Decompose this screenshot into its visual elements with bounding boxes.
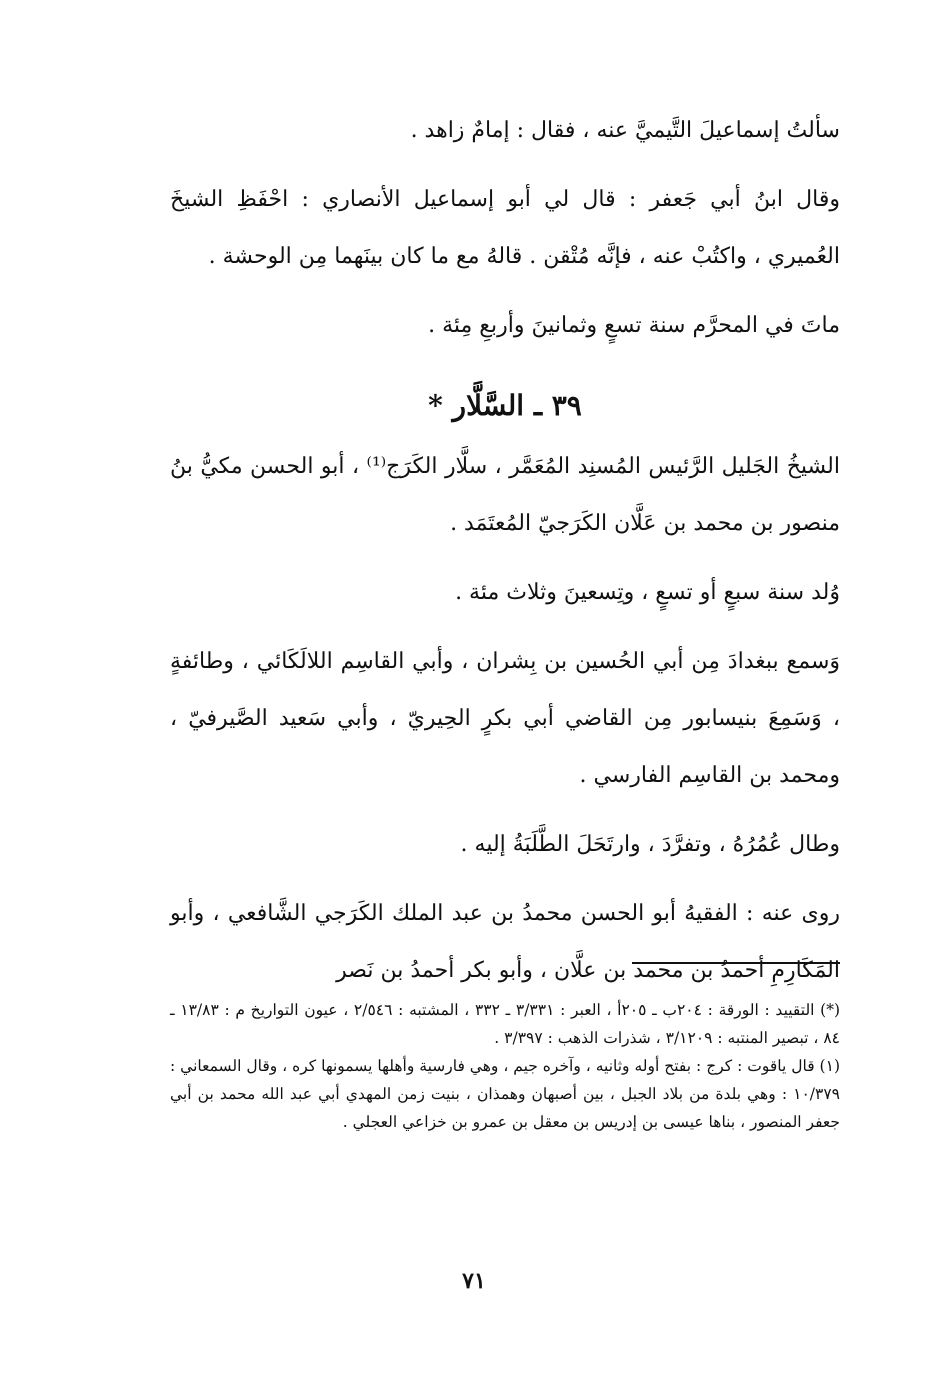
paragraph-name: الشيخُ الجَليل الرَّئيس المُسنِد المُعَمَّر ، سلَّار الكَرَج⁽¹⁾ ، أبو الحسن مكيُّ بنُ منصور بن محمد بن عَلَّان الكَرَجيّ المُعتَمَد . — [170, 454, 840, 536]
footnote-separator — [632, 962, 840, 964]
footnotes — [170, 996, 840, 1136]
paragraph-narrators: روى عنه : الفقيهُ أبو الحسن محمدُ بن عبد الملك الكَرَجي الشَّافعي ، وأبو المَكَارِمِ أحمدُ بن محمد بن علَّان ، وأبو بكر أحمدُ بن نَصر — [170, 901, 840, 983]
page-number: ٧١ — [462, 1268, 486, 1294]
footnote-1: (١) قال ياقوت : كرج : بفتح أوله وثانيه ، وآخره جيم ، وهي فارسية وأهلها يسمونها كره ، وقال السمعاني : ١٠/٣٧٩ : وهي بلدة من بلاد الجبل ، بين أصبهان وهمذان ، بنيت زمن المهدي أبي عبد الله محمد بن أبي جعفر المنصور ، بناها عيسى بن إدريس بن معقل بن عمرو بن خزاعي العجلي . — [170, 1057, 840, 1131]
paragraph-birth: وُلد سنة سبعٍ أو تسعٍ ، وتِسعينَ وثلاث مئة . — [455, 580, 840, 605]
footnote-sources: (*) التقييد : الورقة : ٢٠٤ب ـ ٢٠٥أ ، العبر : ٣/٣٣١ ـ ٣٣٢ ، المشتبه : ٢/٥٤٦ ، عيون التواريخ م : ١٣/٨٣ ـ ٨٤ ، تبصير المنتبه : ٣/١٢٠٩ ، شذرات الذهب : ٣/٣٩٧ . — [170, 1001, 841, 1047]
paragraph-teymi: سألتُ إسماعيلَ التَّيميَّ عنه ، فقال : إمامٌ زاهد . — [410, 118, 840, 143]
paragraph-hearing: وَسمع ببغدادَ مِن أبي الحُسين بن بِشران ، وأبي القاسِم اللالَكَائي ، وطائفةٍ ، وَسَمِعَ بنيسابور مِن القاضي أبي بكرٍ الحِيريّ ، وأبي سَعيد الصَّيرفيّ ، ومحمد بن القاسِم الفارسي . — [170, 649, 840, 788]
entry-heading: ٣٩ ـ السَّلَّار * — [428, 389, 582, 422]
entry-body — [170, 438, 840, 999]
top-section — [170, 102, 840, 354]
paragraph-ibn-abi-jafar: وقال ابنُ أبي جَعفر : قال لي أبو إسماعيل الأنصاري : احْفَظِ الشيخَ العُميري ، واكتُبْ عنه ، فإنَّه مُتْقن . قالهُ مع ما كان بينَهما مِن الوحشة . — [170, 187, 840, 269]
paragraph-longevity: وطال عُمُرُهُ ، وتفرَّدَ ، وارتَحَلَ الطَّلَبَةُ إليه . — [460, 832, 840, 857]
paragraph-death: ماتَ في المحرَّم سنة تسعٍ وثمانينَ وأربعِ مِئة . — [428, 313, 840, 338]
